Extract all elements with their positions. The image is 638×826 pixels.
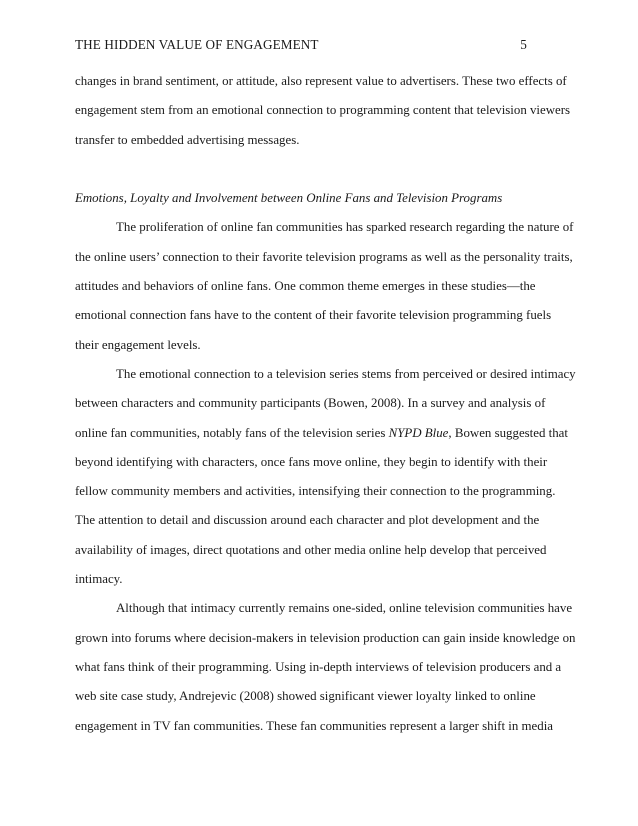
text-line: Although that intimacy currently remains one-sided, online television communities have [116,601,573,616]
section-heading: Emotions, Loyalty and Involvement between Online Fans and Television Programs [75,191,503,206]
text-line: emotional connection fans have to the content of their favorite television programming fuels [75,308,552,323]
series-title: NYPD Blue [388,425,449,440]
text-line: changes in brand sentiment, or attitude, also represent value to advertisers. These two effects of [75,74,567,88]
text-line: between characters and community participants (Bowen, 2008). In a survey and analysis of [75,396,546,411]
text-line: The attention to detail and discussion around each character and plot development and the [75,513,540,528]
text-line: attitudes and behaviors of online fans. One common theme emerges in these studies—the [75,279,536,294]
text-line: what fans think of their programming. Using in-depth interviews of television producers and a [75,659,562,674]
text-line: the online users’ connection to their favorite television programs as well as the personality traits, [75,249,573,264]
text-line: their engagement levels. [75,337,201,352]
text-line: The proliferation of online fan communities has sparked research regarding the nature of [116,220,574,235]
running-title: THE HIDDEN VALUE OF ENGAGEMENT [75,37,319,52]
blank-line [75,155,567,184]
text-segment: , Bowen suggested that [448,425,568,440]
text-line: beyond identifying with characters, once fans move online, they begin to identify with their [75,454,548,469]
text-line: availability of images, direct quotations and other media online help develop that perceived [75,542,547,557]
page-number: 5 [520,37,527,52]
text-segment: online fan communities, notably fans of the television series [75,425,389,440]
text-line [75,419,567,448]
text-line: intimacy. [75,572,123,587]
text-line: grown into forums where decision-makers in television production can gain inside knowledge on [75,630,576,645]
text-line: engagement stem from an emotional connection to programming content that television viewers [75,103,571,118]
text-line: web site case study, Andrejevic (2008) showed significant viewer loyalty linked to online [75,689,536,704]
text-line: fellow community members and activities, intensifying their connection to the programming. [75,484,556,499]
text-line: engagement in TV fan communities. These fan communities represent a larger shift in media [75,718,554,733]
text-line: The emotional connection to a television series stems from perceived or desired intimacy [116,366,576,381]
text-line: transfer to embedded advertising messages. [75,132,300,147]
body-text [75,67,576,741]
